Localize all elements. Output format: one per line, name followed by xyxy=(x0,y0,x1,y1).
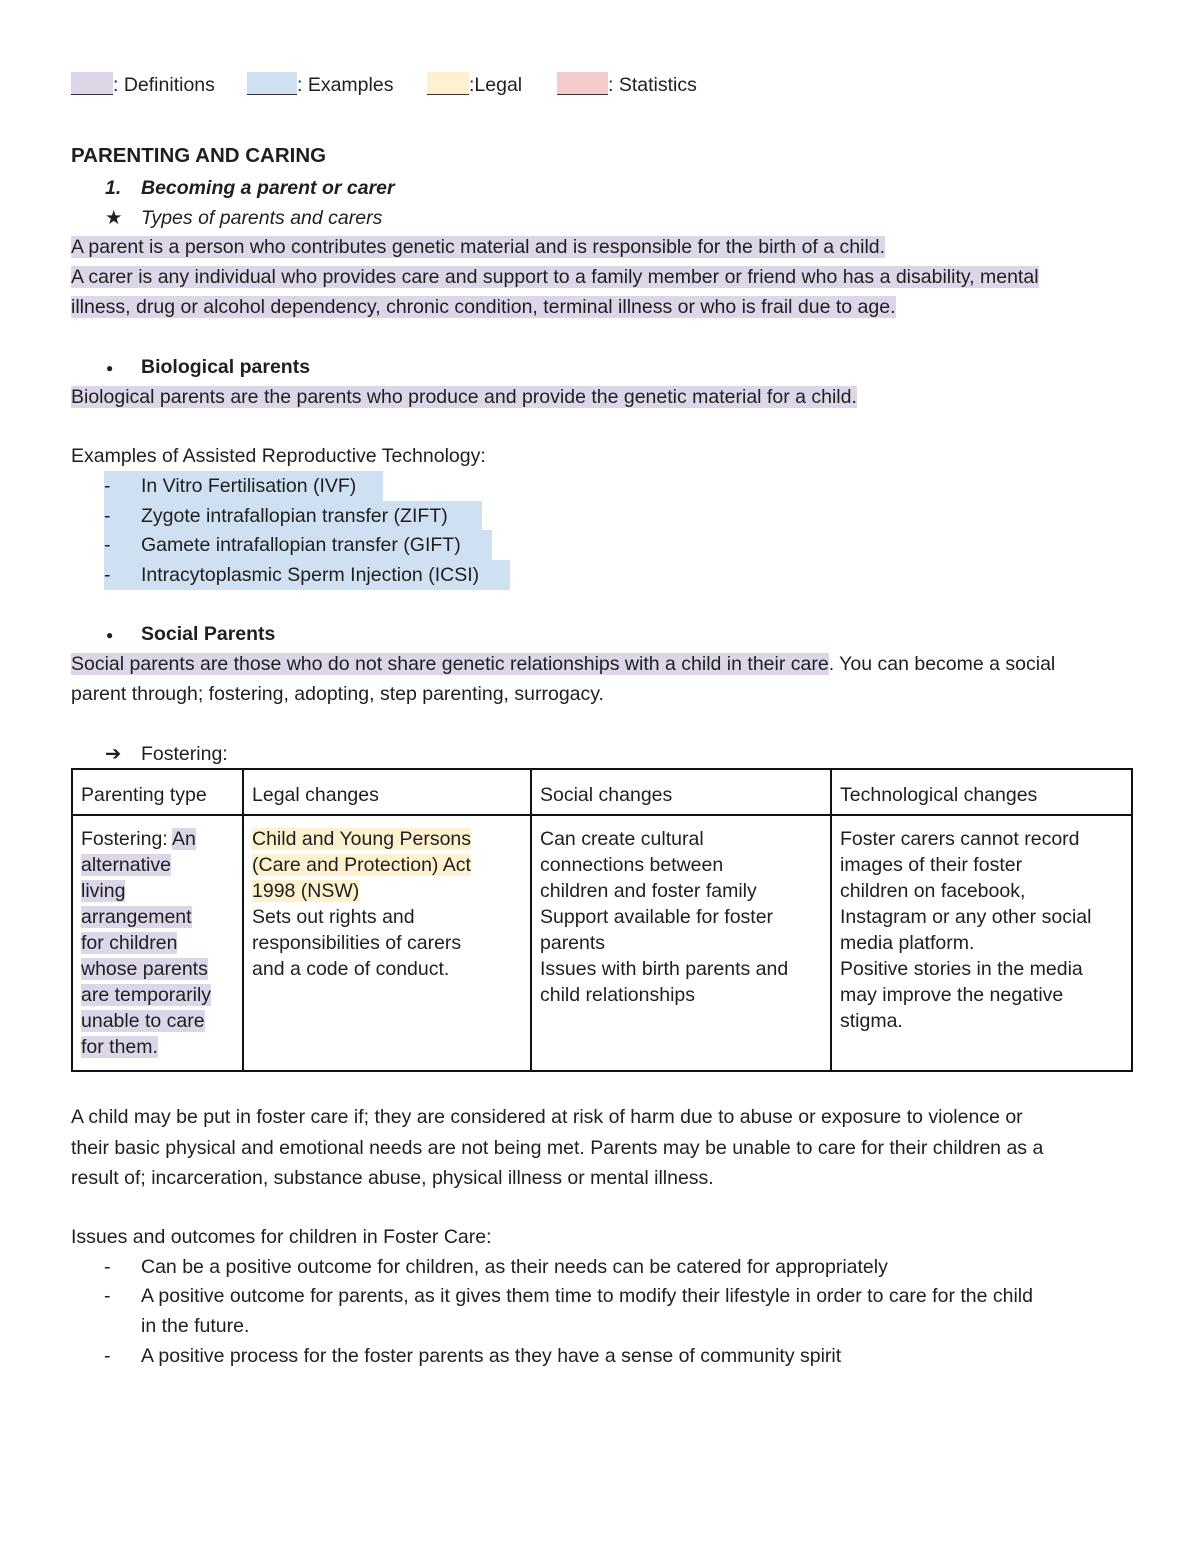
social-heading: Social Parents xyxy=(141,623,276,645)
star-icon: ★ xyxy=(105,207,123,229)
dash-marker: - xyxy=(104,505,111,527)
cell-parenting-type: Fostering: An alternative living arrangement for children whose parents are temporarily unable to care for them. xyxy=(72,815,243,1071)
cell-social-changes: Can create cultural connections between children and foster family Support available for foster parents Issues with birth parents and child relationships xyxy=(531,815,831,1071)
art-list-item: - Intracytoplasmic Sperm Injection (ICSI) xyxy=(104,560,510,590)
foster-paragraph-line1: A child may be put in foster care if; they are considered at risk of harm due to abuse or exposure to violence or xyxy=(71,1106,1023,1128)
definition-carer-line2: illness, drug or alcohol dependency, chronic condition, terminal illness or who is frail due to age. xyxy=(71,296,896,318)
dash-marker: - xyxy=(104,1285,111,1307)
list-number: 1. xyxy=(105,177,122,199)
dash-marker: - xyxy=(104,1345,111,1367)
header-technological-changes: Technological changes xyxy=(831,769,1132,815)
header-parenting-type: Parenting type xyxy=(72,769,243,815)
examples-swatch xyxy=(247,72,297,95)
legend-label: :Legal xyxy=(469,74,523,96)
legend-label: : Examples xyxy=(297,74,394,96)
subheading-becoming-parent: Becoming a parent or carer xyxy=(141,177,395,199)
legend-label: : Statistics xyxy=(608,74,697,96)
table-header-row xyxy=(72,769,1132,815)
dash-marker: - xyxy=(104,564,111,586)
art-list-item: - In Vitro Fertilisation (IVF) xyxy=(104,471,383,501)
issues-intro: Issues and outcomes for children in Foster Care: xyxy=(71,1226,492,1248)
legend-definitions xyxy=(71,70,215,100)
section-title: PARENTING AND CARING xyxy=(71,144,327,167)
dash-marker: - xyxy=(104,534,111,556)
statistics-swatch xyxy=(557,72,608,95)
arrow-icon: ➔ xyxy=(105,743,122,765)
social-definition-line1: Social parents are those who do not share genetic relationships with a child in their care. You can become a social xyxy=(71,653,1056,675)
foster-paragraph-line2: their basic physical and emotional needs are not being met. Parents may be unable to care for their children as a xyxy=(71,1137,1044,1159)
issues-item: Can be a positive outcome for children, as their needs can be catered for appropriately xyxy=(141,1256,888,1278)
social-definition-line2: parent through; fostering, adopting, step parenting, surrogacy. xyxy=(71,683,604,705)
cell-legal-changes: Child and Young Persons (Care and Protection) Act 1998 (NSW) Sets out rights and responsibilities of carers and a code of conduct. xyxy=(243,815,531,1071)
table-row xyxy=(72,815,1132,1071)
definition-carer-line1: A carer is any individual who provides care and support to a family member or friend who has a disability, mental xyxy=(71,266,1039,288)
fostering-table xyxy=(71,768,1133,1072)
issues-item-continued: in the future. xyxy=(141,1315,250,1337)
subheading-types: Types of parents and carers xyxy=(141,207,383,229)
bullet-icon: ● xyxy=(106,628,114,642)
fostering-heading: Fostering: xyxy=(141,743,228,765)
legend-statistics xyxy=(557,70,697,100)
legal-swatch xyxy=(427,72,469,95)
art-intro: Examples of Assisted Reproductive Technology: xyxy=(71,445,486,467)
definitions-swatch xyxy=(71,72,113,95)
cell-technological-changes: Foster carers cannot record images of their foster children on facebook, Instagram or any other social media platform. Positive stories in the media may improve the negative stigma. xyxy=(831,815,1132,1071)
dash-marker: - xyxy=(104,1256,111,1278)
definition-parent: A parent is a person who contributes genetic material and is responsible for the birth of a child. xyxy=(71,236,886,258)
bullet-icon: ● xyxy=(106,361,114,375)
legend-examples xyxy=(247,70,393,100)
issues-item: A positive outcome for parents, as it gives them time to modify their lifestyle in order to care for the child xyxy=(141,1285,1033,1307)
biological-definition: Biological parents are the parents who produce and provide the genetic material for a child. xyxy=(71,386,857,408)
dash-marker: - xyxy=(104,475,111,497)
legend-label: : Definitions xyxy=(113,74,215,96)
header-legal-changes: Legal changes xyxy=(243,769,531,815)
art-list-item: - Zygote intrafallopian transfer (ZIFT) xyxy=(104,501,482,531)
issues-item: A positive process for the foster parents as they have a sense of community spirit xyxy=(141,1345,842,1367)
foster-paragraph-line3: result of; incarceration, substance abuse, physical illness or mental illness. xyxy=(71,1167,714,1189)
header-social-changes: Social changes xyxy=(531,769,831,815)
biological-heading: Biological parents xyxy=(141,356,311,378)
art-list-item: - Gamete intrafallopian transfer (GIFT) xyxy=(104,530,492,560)
numbered-item-1 xyxy=(105,173,121,203)
legend-legal xyxy=(427,70,522,100)
